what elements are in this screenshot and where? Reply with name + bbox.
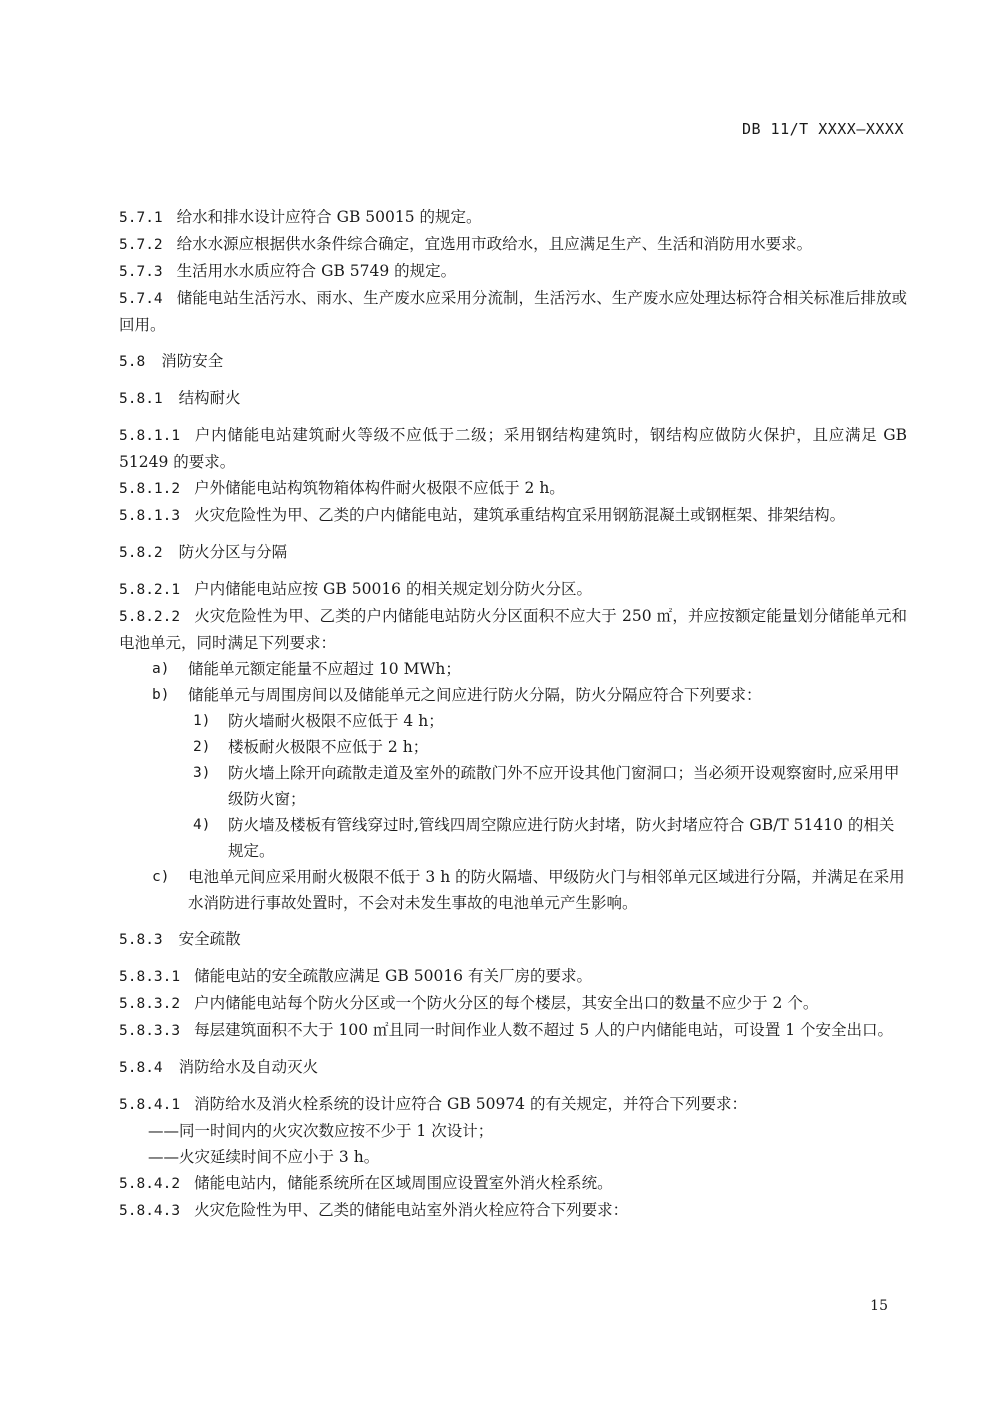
page-number: 15 — [870, 1298, 888, 1314]
list-item-c — [119, 864, 907, 916]
clause-number: 5.8.2.1 — [119, 582, 181, 598]
clause-text: 户外储能电站构筑物箱体构件耐火极限不应低于 2 h。 — [194, 479, 565, 497]
clause-5-8-1-1 — [119, 422, 907, 475]
list-text: 储能单元额定能量不应超过 10 MWh； — [188, 660, 461, 678]
section-number: 5.8.4 — [119, 1060, 163, 1076]
dash-item-1: ——同一时间内的火灾次数应按不少于 1 次设计； — [148, 1122, 494, 1140]
clause-5-8-4-3 — [119, 1197, 907, 1224]
page-body — [119, 204, 907, 1224]
clause-number: 5.7.4 — [119, 291, 163, 307]
section-number: 5.8.1 — [119, 391, 163, 407]
section-heading-5-8-2 — [119, 539, 907, 566]
clause-5-8-4-1 — [119, 1091, 907, 1118]
section-title: 消防安全 — [161, 352, 224, 370]
clause-text: 储能电站内，储能系统所在区域周围应设置室外消火栓系统。 — [194, 1174, 613, 1192]
clause-5-7-3 — [119, 258, 907, 285]
list-marker: 2) — [193, 739, 211, 755]
section-heading-5-8-4 — [119, 1054, 907, 1081]
sub-item-3 — [119, 760, 907, 812]
clause-number: 5.8.1.1 — [119, 428, 181, 444]
clause-text: 火灾危险性为甲、乙类的户内储能电站防火分区面积不应大于 250 ㎡，并应按额定能量划分储能单元和电池单元，同时满足下列要求： — [119, 607, 907, 652]
section-heading-5-8-3 — [119, 926, 907, 953]
clause-number: 5.7.1 — [119, 210, 163, 226]
list-item-a — [119, 656, 907, 682]
section-number: 5.8 — [119, 354, 146, 370]
clause-number: 5.7.2 — [119, 237, 163, 253]
clause-text: 给水水源应根据供水条件综合确定，宜选用市政给水，且应满足生产、生活和消防用水要求。 — [176, 235, 813, 253]
list-text: 电池单元间应采用耐火极限不低于 3 h 的防火隔墙、甲级防火门与相邻单元区域进行分隔，并满足在采用水消防进行事故处置时，不会对未发生事故的电池单元产生影响。 — [188, 868, 905, 912]
clause-5-7-2 — [119, 231, 907, 258]
clause-5-8-1-2 — [119, 475, 907, 502]
clause-text: 火灾危险性为甲、乙类的储能电站室外消火栓应符合下列要求： — [194, 1201, 629, 1219]
clause-text: 储能电站的安全疏散应满足 GB 50016 有关厂房的要求。 — [194, 967, 592, 985]
clause-5-8-1-3 — [119, 502, 907, 529]
sub-item-2 — [119, 734, 907, 760]
section-title: 结构耐火 — [178, 389, 241, 407]
section-number: 5.8.3 — [119, 932, 163, 948]
clause-number: 5.8.4.3 — [119, 1203, 181, 1219]
section-heading-5-8 — [119, 348, 907, 375]
clause-number: 5.8.3.2 — [119, 996, 181, 1012]
list-marker: 1) — [193, 713, 211, 729]
list-item-b — [119, 682, 907, 708]
clause-text: 火灾危险性为甲、乙类的户内储能电站，建筑承重结构宜采用钢筋混凝土或钢框架、排架结构。 — [194, 506, 846, 524]
list-text: 储能单元与周围房间以及储能单元之间应进行防火分隔，防火分隔应符合下列要求： — [188, 686, 762, 704]
clause-text: 户内储能电站建筑耐火等级不应低于二级；采用钢结构建筑时，钢结构应做防火保护，且应满足 GB 51249 的要求。 — [119, 426, 907, 471]
clause-5-8-4-2 — [119, 1170, 907, 1197]
list-text: 楼板耐火极限不应低于 2 h； — [228, 738, 429, 756]
section-title: 安全疏散 — [178, 930, 241, 948]
list-marker: 3) — [193, 765, 211, 781]
list-text: 防火墙上除开向疏散走道及室外的疏散门外不应开设其他门窗洞口；当必须开设观察窗时,应采用甲级防火窗； — [228, 764, 900, 808]
clause-text: 消防给水及消火栓系统的设计应符合 GB 50974 的有关规定，并符合下列要求： — [194, 1095, 747, 1113]
list-text: 防火墙及楼板有管线穿过时,管线四周空隙应进行防火封堵，防火封堵应符合 GB/T 51410 的相关规定。 — [228, 816, 895, 860]
clause-text: 户内储能电站应按 GB 50016 的相关规定划分防火分区。 — [194, 580, 592, 598]
clause-text: 生活用水水质应符合 GB 5749 的规定。 — [176, 262, 457, 280]
sub-item-4 — [119, 812, 907, 864]
sub-item-1 — [119, 708, 907, 734]
section-title: 防火分区与分隔 — [178, 543, 288, 561]
list-marker: 4) — [193, 817, 211, 833]
clause-5-8-3-2 — [119, 990, 907, 1017]
clause-number: 5.8.1.3 — [119, 508, 181, 524]
clause-number: 5.8.4.2 — [119, 1176, 181, 1192]
clause-number: 5.7.3 — [119, 264, 163, 280]
list-marker: c) — [152, 869, 170, 885]
dash-item-2: ——火灾延续时间不应小于 3 h。 — [148, 1148, 380, 1166]
clause-number: 5.8.1.2 — [119, 481, 181, 497]
section-number: 5.8.2 — [119, 545, 163, 561]
document-code: DB 11/T XXXX—XXXX — [741, 120, 904, 138]
list-text: 防火墙耐火极限不应低于 4 h； — [228, 712, 444, 730]
clause-5-7-1 — [119, 204, 907, 231]
clause-text: 户内储能电站每个防火分区或一个防火分区的每个楼层，其安全出口的数量不应少于 2 个。 — [194, 994, 819, 1012]
section-title: 消防给水及自动灭火 — [178, 1058, 319, 1076]
clause-number: 5.8.3.3 — [119, 1023, 181, 1039]
list-marker: a) — [152, 661, 170, 677]
clause-number: 5.8.4.1 — [119, 1097, 181, 1113]
clause-text: 每层建筑面积不大于 100 ㎡且同一时间作业人数不超过 5 人的户内储能电站，可设置 1 个安全出口。 — [194, 1021, 893, 1039]
clause-5-7-4 — [119, 285, 907, 338]
clause-5-8-2-1 — [119, 576, 907, 603]
clause-text: 储能电站生活污水、雨水、生产废水应采用分流制，生活污水、生产废水应处理达标符合相关标准后排放或回用。 — [119, 289, 907, 334]
section-heading-5-8-1 — [119, 385, 907, 412]
clause-text: 给水和排水设计应符合 GB 50015 的规定。 — [176, 208, 482, 226]
clause-5-8-2-2 — [119, 603, 907, 656]
clause-number: 5.8.3.1 — [119, 969, 181, 985]
clause-number: 5.8.2.2 — [119, 609, 181, 625]
clause-5-8-3-3 — [119, 1017, 907, 1044]
clause-5-8-3-1 — [119, 963, 907, 990]
list-marker: b) — [152, 687, 170, 703]
